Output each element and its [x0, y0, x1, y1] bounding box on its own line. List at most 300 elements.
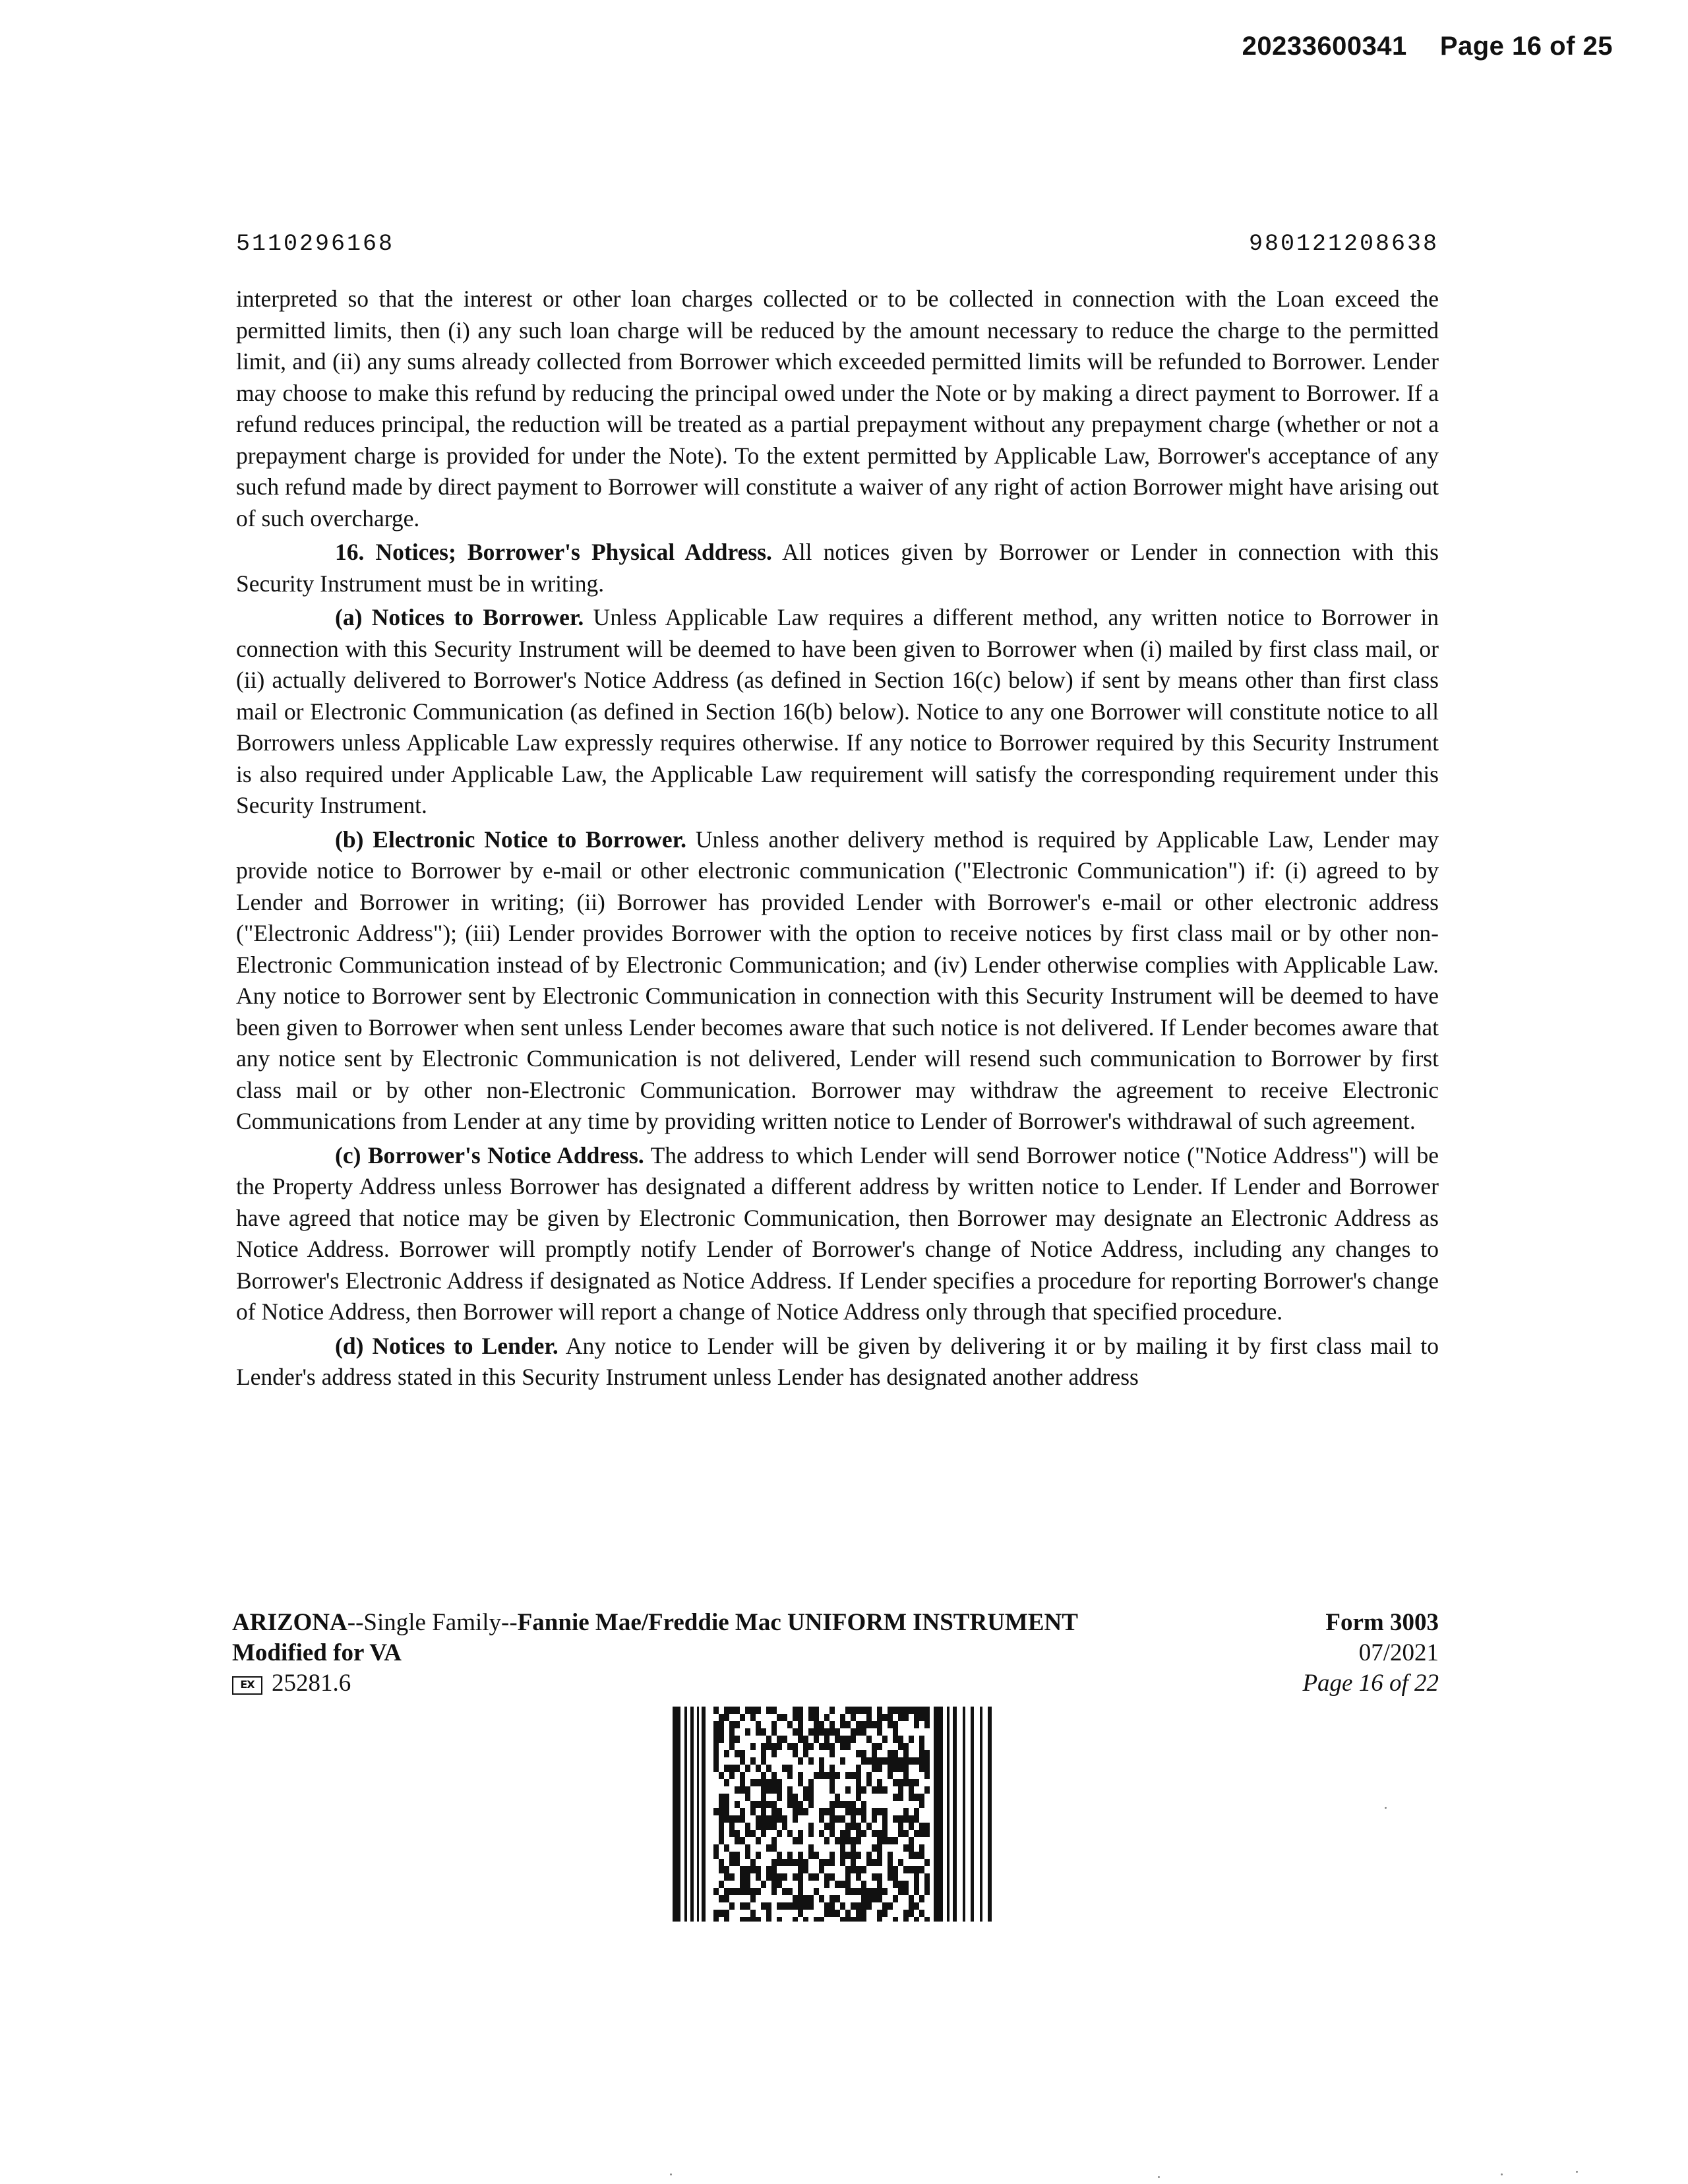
- barcode-module: [845, 1786, 851, 1794]
- barcode-module: [735, 1786, 740, 1794]
- barcode-module: [840, 1859, 845, 1866]
- barcode-module: [729, 1736, 735, 1743]
- barcode-module: [893, 1736, 898, 1743]
- barcode-module: [861, 1801, 866, 1808]
- barcode-module: [888, 1750, 893, 1757]
- barcode-module: [719, 1823, 724, 1830]
- barcode-module: [829, 1815, 835, 1823]
- barcode-module: [866, 1852, 872, 1859]
- barcode-module: [793, 1815, 798, 1823]
- barcode-module: [824, 1728, 829, 1736]
- barcode-module: [898, 1859, 903, 1866]
- min-number: 980121208638: [1248, 231, 1439, 257]
- barcode-module: [766, 1707, 771, 1714]
- barcode-module: [840, 1830, 845, 1837]
- barcode-module: [724, 1866, 729, 1873]
- barcode-module: [845, 1881, 851, 1888]
- barcode-module: [724, 1707, 729, 1714]
- barcode-module: [866, 1772, 872, 1779]
- barcode-module: [893, 1750, 898, 1757]
- barcode-module: [845, 1721, 851, 1728]
- barcode-module: [745, 1786, 750, 1794]
- barcode-module: [882, 1757, 888, 1765]
- barcode-module: [893, 1728, 898, 1736]
- barcode-module: [782, 1714, 787, 1721]
- barcode-module: [735, 1815, 740, 1823]
- barcode-module: [729, 1859, 735, 1866]
- barcode-module: [761, 1750, 766, 1757]
- barcode-module: [909, 1837, 914, 1844]
- page-indicator: Page 16 of 25: [1439, 32, 1613, 61]
- barcode-module: [888, 1772, 893, 1779]
- barcode-module: [787, 1721, 793, 1728]
- barcode-module: [713, 1757, 719, 1765]
- barcode-module: [793, 1917, 798, 1922]
- barcode-module: [793, 1902, 798, 1910]
- barcode-module: [877, 1844, 882, 1852]
- footer-state: ARIZONA: [232, 1609, 347, 1636]
- barcode-module: [909, 1815, 914, 1823]
- barcode-module: [877, 1888, 882, 1895]
- barcode-module: [798, 1873, 803, 1881]
- barcode-module: [882, 1902, 888, 1910]
- barcode-module: [877, 1873, 882, 1881]
- barcode-module: [735, 1852, 740, 1859]
- barcode-module: [782, 1873, 787, 1881]
- barcode-module: [835, 1837, 840, 1844]
- barcode-module: [845, 1743, 851, 1750]
- barcode-module: [909, 1852, 914, 1859]
- barcode-module: [766, 1779, 771, 1786]
- barcode-module: [793, 1873, 798, 1881]
- barcode-module: [771, 1837, 777, 1844]
- barcode-module: [888, 1852, 893, 1859]
- barcode-module: [888, 1721, 893, 1728]
- barcode-module: [798, 1888, 803, 1895]
- barcode-module: [840, 1815, 845, 1823]
- barcode-module: [919, 1866, 924, 1873]
- barcode-module: [719, 1910, 724, 1917]
- barcode-module: [877, 1779, 882, 1786]
- barcode-module: [898, 1757, 903, 1765]
- barcode-module: [877, 1743, 882, 1750]
- barcode-module: [793, 1837, 798, 1844]
- barcode-module: [882, 1736, 888, 1743]
- barcode-module: [851, 1707, 856, 1714]
- barcode-module: [866, 1721, 872, 1728]
- barcode-module: [756, 1837, 761, 1844]
- barcode-module: [856, 1772, 861, 1779]
- barcode-module: [787, 1743, 793, 1750]
- barcode-module: [888, 1707, 893, 1714]
- barcode-module: [924, 1765, 930, 1772]
- barcode-module: [851, 1714, 856, 1721]
- barcode-module: [914, 1714, 919, 1721]
- barcode-module: [798, 1866, 803, 1873]
- barcode-module: [819, 1917, 824, 1922]
- barcode-module: [719, 1714, 724, 1721]
- barcode-module: [766, 1844, 771, 1852]
- barcode-module: [719, 1859, 724, 1866]
- barcode-module: [729, 1852, 735, 1859]
- barcode-module: [771, 1707, 777, 1714]
- barcode-module: [877, 1765, 882, 1772]
- barcode-module: [829, 1830, 835, 1837]
- section-16a-text: Unless Applicable Law requires a different method, any written notice to Borrower in connection with this Security Instrument will be deemed to have been given to Borrower when (i) mailed by first class mail, or (ii) actually delivered to Borrower's Notice Address (as defined in Section 16(c) below) if sent by means other than first class mail or Electronic Communication (as defined in Section 16(b) below). Notice to any one Borrower will constitute notice to all Borrowers unless Applicable Law expressly requires otherwise. If any notice to Borrower required by this Security Instrument is also required under Applicable Law, the Applicable Law requirement will satisfy the corresponding requirement under this Security Instrument.: [236, 604, 1439, 818]
- footer-instrument: Fannie Mae/Freddie Mac UNIFORM INSTRUMENT: [517, 1609, 1078, 1636]
- barcode-module: [735, 1736, 740, 1743]
- barcode-module: [861, 1902, 866, 1910]
- barcode-module: [724, 1910, 729, 1917]
- barcode-module: [882, 1910, 888, 1917]
- barcode-module: [787, 1794, 793, 1801]
- barcode-module: [713, 1736, 719, 1743]
- barcode-module: [777, 1815, 782, 1823]
- barcode-module: [877, 1895, 882, 1902]
- barcode-module: [808, 1743, 814, 1750]
- barcode-module: [750, 1895, 756, 1902]
- barcode-module: [735, 1888, 740, 1895]
- scan-speck: [1576, 2171, 1578, 2173]
- barcode-module: [719, 1866, 724, 1873]
- barcode-module: [750, 1910, 756, 1917]
- barcode-module: [724, 1714, 729, 1721]
- barcode-module: [909, 1794, 914, 1801]
- barcode-module: [840, 1917, 845, 1922]
- barcode-module: [771, 1808, 777, 1815]
- barcode-module: [819, 1815, 824, 1823]
- barcode-module: [840, 1736, 845, 1743]
- barcode-module: [866, 1888, 872, 1895]
- footer-line-1: [232, 1608, 1078, 1638]
- scan-speck: [1501, 2173, 1503, 2175]
- document-ids: [236, 231, 1439, 257]
- barcode-module: [756, 1815, 761, 1823]
- barcode-module: [793, 1808, 798, 1815]
- barcode-module: [729, 1772, 735, 1779]
- barcode-module: [808, 1786, 814, 1794]
- section-16: [236, 537, 1439, 599]
- barcode-module: [777, 1743, 782, 1750]
- barcode-module: [840, 1721, 845, 1728]
- barcode-module: [761, 1786, 766, 1794]
- barcode-module: [861, 1895, 866, 1902]
- barcode-module: [898, 1815, 903, 1823]
- barcode-module: [856, 1779, 861, 1786]
- barcode-module: [872, 1786, 877, 1794]
- barcode-module: [877, 1852, 882, 1859]
- barcode-module: [814, 1714, 819, 1721]
- barcode-module: [766, 1823, 771, 1830]
- barcode-module: [803, 1866, 808, 1873]
- barcode-module: [924, 1786, 930, 1794]
- barcode-module: [824, 1873, 829, 1881]
- paragraph-continuation: interpreted so that the interest or other loan charges collected or to be collected in connection with the Loan exceed the permitted limits, then (i) any such loan charge will be reduced by the amount necessary to reduce the charge to the permitted limit, and (ii) any sums already collected from Borrower which exceeded permitted limits will be refunded to Borrower. Lender may choose to make this refund by reducing the principal owed under the Note or by making a direct payment to Borrower. If a refund reduces principal, the reduction will be treated as a partial prepayment without any prepayment charge (whether or not a prepayment charge is provided for under the Note). To the extent permitted by Applicable Law, Borrower's acceptance of any such refund made by direct payment to Borrower will constitute a waiver of any right of action Borrower might have arising out of such overcharge.: [236, 286, 1439, 531]
- barcode-module: [856, 1902, 861, 1910]
- recording-number: 20233600341: [1242, 32, 1407, 61]
- barcode-module: [851, 1902, 856, 1910]
- barcode-module: [735, 1750, 740, 1757]
- barcode-module: [893, 1707, 898, 1714]
- barcode-module: [808, 1895, 814, 1902]
- barcode-module: [851, 1852, 856, 1859]
- barcode-module: [756, 1917, 761, 1922]
- barcode-module: [735, 1859, 740, 1866]
- section-16-heading: 16. Notices; Borrower's Physical Address.: [335, 539, 772, 565]
- barcode-module: [745, 1765, 750, 1772]
- barcode-module: [766, 1765, 771, 1772]
- barcode-module: [829, 1902, 835, 1910]
- barcode-module: [771, 1750, 777, 1757]
- barcode-module: [740, 1772, 745, 1779]
- barcode-module: [888, 1837, 893, 1844]
- barcode-module: [898, 1786, 903, 1794]
- barcode-module: [819, 1859, 824, 1866]
- barcode-module: [856, 1765, 861, 1772]
- barcode-module: [829, 1728, 835, 1736]
- barcode-module: [845, 1823, 851, 1830]
- barcode-module: [861, 1786, 866, 1794]
- barcode-module: [866, 1823, 872, 1830]
- barcode-module: [877, 1714, 882, 1721]
- barcode-module: [729, 1830, 735, 1837]
- section-16c: [236, 1140, 1439, 1328]
- barcode-module: [829, 1823, 835, 1830]
- barcode-module: [882, 1808, 888, 1815]
- barcode-module: [745, 1888, 750, 1895]
- barcode-module: [814, 1888, 819, 1895]
- barcode-module: [893, 1757, 898, 1765]
- footer-dash: --Single Family--: [347, 1609, 518, 1636]
- barcode-module: [798, 1910, 803, 1917]
- barcode-module: [924, 1772, 930, 1779]
- barcode-module: [909, 1844, 914, 1852]
- barcode-module: [872, 1765, 877, 1772]
- barcode-module: [840, 1757, 845, 1765]
- barcode-module: [914, 1721, 919, 1728]
- barcode-module: [814, 1728, 819, 1736]
- barcode-module: [903, 1757, 909, 1765]
- barcode-module: [919, 1714, 924, 1721]
- barcode-icon: [673, 1707, 996, 1922]
- barcode-module: [713, 1743, 719, 1750]
- barcode-module: [761, 1801, 766, 1808]
- barcode-module: [808, 1779, 814, 1786]
- barcode-module: [845, 1888, 851, 1895]
- barcode-module: [835, 1794, 840, 1801]
- barcode-module: [719, 1736, 724, 1743]
- barcode-module: [898, 1765, 903, 1772]
- barcode-module: [877, 1808, 882, 1815]
- barcode-module: [861, 1830, 866, 1837]
- barcode-module: [824, 1714, 829, 1721]
- barcode-module: [777, 1808, 782, 1815]
- barcode-module: [793, 1743, 798, 1750]
- barcode-module: [729, 1728, 735, 1736]
- barcode-module: [824, 1743, 829, 1750]
- barcode-module: [777, 1902, 782, 1910]
- recording-header: [1242, 32, 1613, 61]
- section-16a-heading: (a) Notices to Borrower.: [335, 604, 584, 630]
- barcode-module: [777, 1786, 782, 1794]
- barcode-module: [845, 1830, 851, 1837]
- barcode-module: [924, 1917, 930, 1922]
- barcode-module: [713, 1910, 719, 1917]
- barcode-module: [814, 1873, 819, 1881]
- barcode-module: [756, 1779, 761, 1786]
- barcode-module: [829, 1721, 835, 1728]
- barcode-module: [909, 1707, 914, 1714]
- barcode-module: [713, 1917, 719, 1922]
- barcode-module: [840, 1837, 845, 1844]
- barcode-module: [909, 1895, 914, 1902]
- barcode-module: [819, 1895, 824, 1902]
- barcode-module: [882, 1815, 888, 1823]
- barcode-module: [771, 1873, 777, 1881]
- section-16c-heading: (c) Borrower's Notice Address.: [335, 1141, 644, 1168]
- barcode-module: [835, 1728, 840, 1736]
- barcode-module: [856, 1888, 861, 1895]
- barcode-module: [750, 1743, 756, 1750]
- section-16d-text: Any notice to Lender will be given by delivering it or by mailing it by first class mail to Lender's address stated in this Security Instrument unless Lender has designated another address: [236, 1332, 1439, 1390]
- barcode-module: [787, 1830, 793, 1837]
- barcode-module: [756, 1823, 761, 1830]
- barcode-module: [771, 1815, 777, 1823]
- barcode-module: [909, 1786, 914, 1794]
- barcode-module: [740, 1757, 745, 1765]
- barcode-module: [782, 1859, 787, 1866]
- barcode-module: [903, 1815, 909, 1823]
- barcode-module: [845, 1736, 851, 1743]
- barcode-module: [840, 1881, 845, 1888]
- barcode-module: [803, 1895, 808, 1902]
- barcode-module: [814, 1707, 819, 1714]
- barcode-module: [798, 1757, 803, 1765]
- barcode-module: [919, 1736, 924, 1743]
- barcode-module: [882, 1830, 888, 1837]
- barcode-module: [782, 1736, 787, 1743]
- barcode-module: [808, 1707, 814, 1714]
- barcode-module: [861, 1881, 866, 1888]
- barcode-module: [761, 1881, 766, 1888]
- barcode-module: [898, 1881, 903, 1888]
- barcode-module: [856, 1830, 861, 1837]
- barcode-module: [898, 1888, 903, 1895]
- barcode-module: [808, 1728, 814, 1736]
- barcode-module: [756, 1728, 761, 1736]
- loan-number: 5110296168: [236, 231, 395, 257]
- barcode-module: [740, 1750, 745, 1757]
- barcode-module: [798, 1728, 803, 1736]
- barcode-module: [914, 1757, 919, 1765]
- barcode-module: [909, 1866, 914, 1873]
- footer-form-number: Form 3003: [1325, 1609, 1439, 1636]
- barcode-module: [924, 1823, 930, 1830]
- barcode-module: [924, 1873, 930, 1881]
- barcode-module: [861, 1815, 866, 1823]
- barcode-module: [845, 1910, 851, 1917]
- barcode-module: [903, 1743, 909, 1750]
- scan-speck: [1158, 2176, 1160, 2178]
- barcode-module: [740, 1873, 745, 1881]
- barcode-module: [761, 1830, 766, 1837]
- barcode-module: [919, 1844, 924, 1852]
- barcode-module: [766, 1866, 771, 1873]
- barcode-module: [919, 1757, 924, 1765]
- barcode-module: [851, 1808, 856, 1815]
- barcode-module: [735, 1801, 740, 1808]
- barcode-module: [793, 1794, 798, 1801]
- barcode-module: [877, 1859, 882, 1866]
- section-16d-heading: (d) Notices to Lender.: [335, 1332, 558, 1359]
- barcode-module: [924, 1750, 930, 1757]
- barcode-module: [914, 1794, 919, 1801]
- barcode-module: [829, 1779, 835, 1786]
- barcode-module: [909, 1757, 914, 1765]
- barcode-module: [750, 1917, 756, 1922]
- barcode-module: [924, 1714, 930, 1721]
- barcode-module: [829, 1852, 835, 1859]
- barcode-module: [872, 1743, 877, 1750]
- barcode-module: [924, 1859, 930, 1866]
- barcode-module: [851, 1823, 856, 1830]
- barcode-module: [866, 1895, 872, 1902]
- barcode-module: [856, 1786, 861, 1794]
- barcode-module: [861, 1707, 866, 1714]
- barcode-module: [745, 1823, 750, 1830]
- barcode-module: [803, 1750, 808, 1757]
- barcode-module: [845, 1707, 851, 1714]
- barcode-module: [851, 1844, 856, 1852]
- barcode-module: [909, 1736, 914, 1743]
- barcode-module: [729, 1902, 735, 1910]
- barcode-module: [808, 1852, 814, 1859]
- barcode-module: [851, 1888, 856, 1895]
- barcode-module: [750, 1779, 756, 1786]
- barcode-module: [745, 1866, 750, 1873]
- barcode-module: [724, 1808, 729, 1815]
- barcode-module: [909, 1910, 914, 1917]
- barcode-module: [756, 1721, 761, 1728]
- barcode-module: [877, 1728, 882, 1736]
- barcode-module: [771, 1801, 777, 1808]
- barcode-module: [761, 1772, 766, 1779]
- barcode-module: [851, 1772, 856, 1779]
- barcode-module: [893, 1794, 898, 1801]
- barcode-module: [787, 1786, 793, 1794]
- barcode-module: [719, 1830, 724, 1837]
- barcode-module: [919, 1765, 924, 1772]
- barcode-module: [750, 1714, 756, 1721]
- barcode-module: [777, 1779, 782, 1786]
- barcode-module: [861, 1888, 866, 1895]
- barcode-module: [740, 1815, 745, 1823]
- barcode-module: [793, 1801, 798, 1808]
- barcode-module: [882, 1786, 888, 1794]
- barcode-module: [893, 1917, 898, 1922]
- barcode-module: [724, 1765, 729, 1772]
- barcode-module: [735, 1830, 740, 1837]
- barcode-module: [919, 1895, 924, 1902]
- barcode-module: [903, 1888, 909, 1895]
- barcode-module: [798, 1721, 803, 1728]
- barcode-module: [835, 1772, 840, 1779]
- barcode-module: [919, 1852, 924, 1859]
- barcode-module: [787, 1852, 793, 1859]
- barcode-module: [777, 1852, 782, 1859]
- barcode-module: [766, 1917, 771, 1922]
- barcode-module: [713, 1750, 719, 1757]
